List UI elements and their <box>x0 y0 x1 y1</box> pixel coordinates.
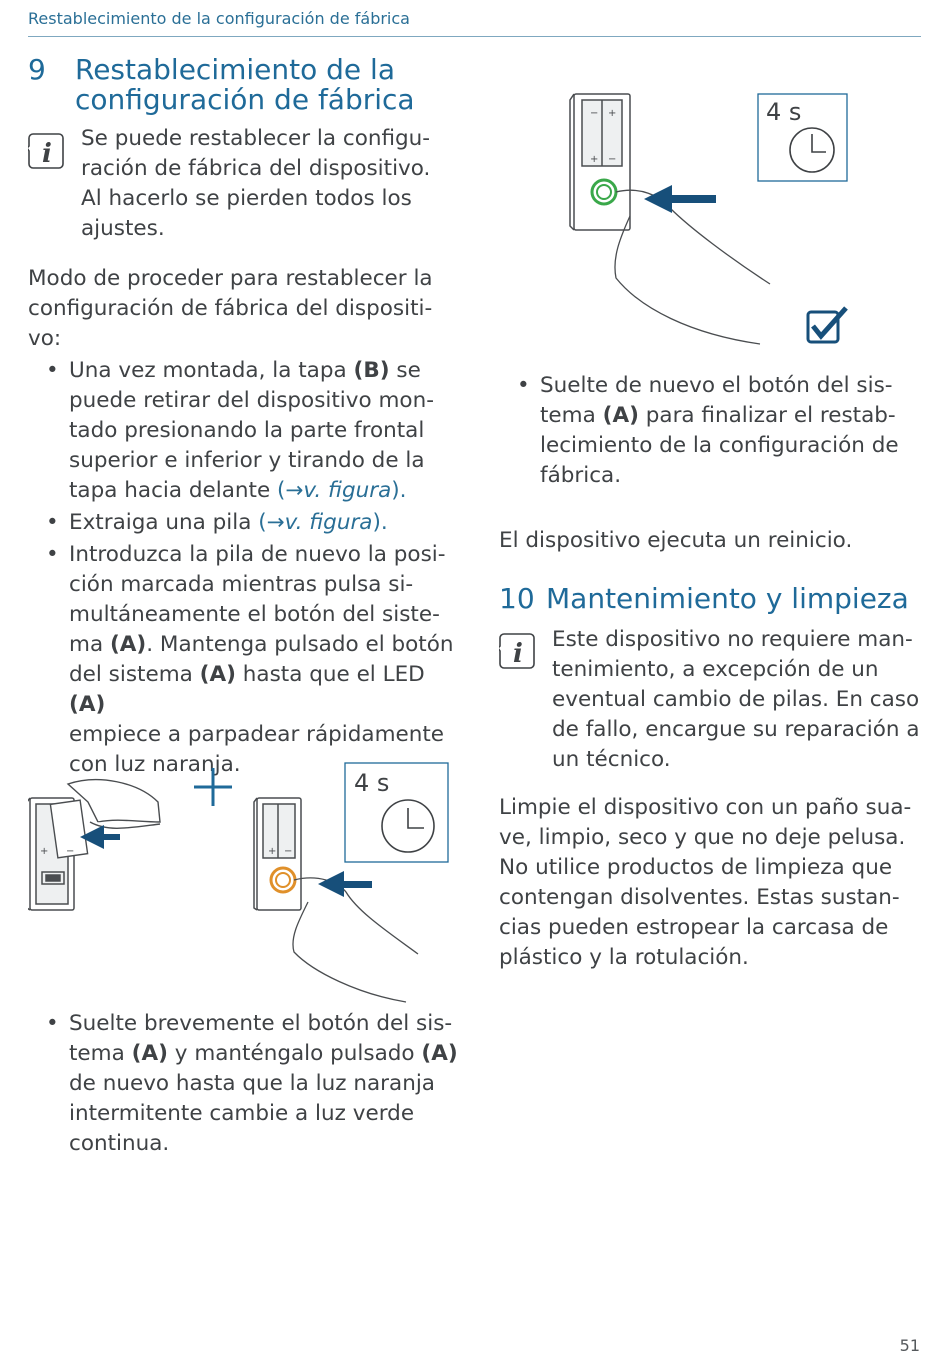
svg-text:−: − <box>608 154 617 165</box>
section-10-heading <box>499 584 929 616</box>
info-note-line: tenimiento, a excepción de un <box>552 657 879 682</box>
svg-text:+: + <box>268 846 277 857</box>
step-5: • Suelte de nuevo el botón del sis- tema (A) para finalizar el restab- lecimiento de la configuración de fábrica. <box>499 371 929 491</box>
section-10-title: Mantenimiento y limpieza <box>546 582 909 615</box>
figure-battery-reinsert <box>28 762 458 1007</box>
cleaning-line: ve, limpio, seco y que no deje pelusa. <box>499 825 906 850</box>
procedure-intro-line: Modo de proceder para restablecer la <box>28 266 433 291</box>
timer-label: 4 s <box>354 769 390 797</box>
step-2: • Extraiga una pila (→v. figura). <box>28 508 458 538</box>
steps-list-continued <box>28 1009 458 1161</box>
info-icon <box>499 633 535 669</box>
section-10-info-note <box>552 625 932 775</box>
section-9-info-note <box>81 124 451 244</box>
info-note-line: un técnico. <box>552 747 671 772</box>
procedure-intro <box>28 264 458 354</box>
info-note-line: eventual cambio de pilas. En caso <box>552 687 920 712</box>
info-note-line: Se puede restablecer la configu- <box>81 126 431 151</box>
page-number: 51 <box>899 1336 920 1355</box>
arrow-left-icon <box>644 185 716 213</box>
info-note-line: Al hacerlo se pierden todos los <box>81 186 412 211</box>
info-note-line: ración de fábrica del dispositivo. <box>81 156 431 181</box>
cleaning-line: No utilice productos de limpieza que <box>499 855 893 880</box>
header-divider <box>28 36 921 37</box>
svg-text:−: − <box>284 846 293 857</box>
cleaning-instructions <box>499 793 939 973</box>
svg-text:i: i <box>42 139 52 169</box>
info-note-line: ajustes. <box>81 216 165 241</box>
cleaning-line: Limpie el dispositivo con un paño sua- <box>499 795 912 820</box>
step-4: • Suelte brevemente el botón del sis- tema (A) y manténgalo pulsado (A) de nuevo hasta que la luz naranja intermitente cambie a luz verde continua. <box>28 1009 458 1159</box>
section-9-heading <box>28 55 448 117</box>
running-header: Restablecimiento de la configuración de fábrica <box>28 9 410 28</box>
procedure-intro-line: configuración de fábrica del dispositi- <box>28 296 433 321</box>
steps-list-right <box>499 371 929 493</box>
cleaning-line: plástico y la rotulación. <box>499 945 749 970</box>
cleaning-line: cias pueden estropear la carcasa de <box>499 915 889 940</box>
arrow-left-icon <box>318 871 372 897</box>
step-1: • Una vez montada, la tapa (B) se puede retirar del dispositivo mon- tado presionando la parte frontal superior e inferior y tirando de la tapa hacia delante (→v. figura). <box>28 356 458 506</box>
svg-text:+: + <box>40 846 49 857</box>
figure-green-led <box>560 88 860 350</box>
section-9-title-line2: configuración de fábrica <box>75 83 415 116</box>
info-note-line: Este dispositivo no requiere man- <box>552 627 913 652</box>
svg-text:i: i <box>513 639 523 669</box>
info-icon <box>28 133 64 169</box>
svg-text:−: − <box>66 846 75 857</box>
svg-text:+: + <box>608 108 617 119</box>
section-9-title-line1: Restablecimiento de la <box>75 53 395 86</box>
svg-text:−: − <box>590 108 599 119</box>
svg-text:+: + <box>590 154 599 165</box>
led-green-indicator <box>592 180 616 204</box>
figure-reference[interactable]: (→v. figura). <box>277 478 407 503</box>
plus-icon <box>194 768 232 806</box>
timer-label: 4 s <box>766 98 802 126</box>
section-9-number: 9 <box>28 53 46 86</box>
result-text: El dispositivo ejecuta un reinicio. <box>499 528 853 553</box>
step-3: • Introduzca la pila de nuevo la posi- ción marcada mientras pulsa si- multáneamente el botón del siste- ma (A). Mantenga pulsado el botón del sistema (A) hasta que el LED (A) empiece a parpadear rápidamente con luz naranja. <box>28 540 458 780</box>
steps-list <box>28 356 458 782</box>
cleaning-line: contengan disolventes. Estas sustan- <box>499 885 900 910</box>
led-orange-indicator <box>271 868 295 892</box>
checkbox-checked-icon <box>808 308 846 342</box>
info-note-line: de fallo, encargue su reparación a <box>552 717 920 742</box>
procedure-intro-line: vo: <box>28 326 62 351</box>
section-10-number: 10 <box>499 582 535 615</box>
figure-reference[interactable]: (→v. figura). <box>258 510 388 535</box>
